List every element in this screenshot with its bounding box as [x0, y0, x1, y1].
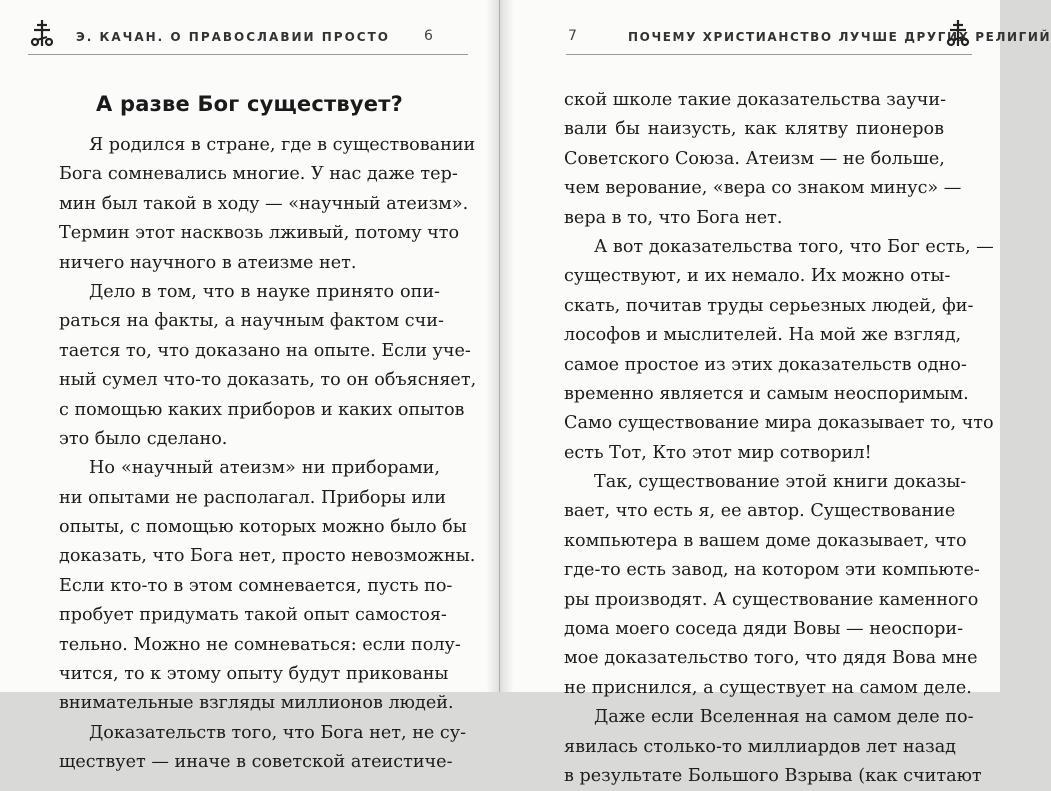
left-page	[0, 0, 500, 773]
text-line: вали бы наизусть, как клятву пионеров	[564, 119, 944, 140]
text-line: с помощью каких приборов и каких опытов	[59, 399, 465, 420]
text-line: Доказательств того, что Бога нет, не су-	[89, 722, 467, 743]
text-line: в результате Большого Взрыва (как считают	[564, 765, 982, 786]
text-line: ничего научного в атеизме нет.	[59, 252, 357, 273]
text-line: внимательные взгляды миллионов людей.	[59, 693, 454, 714]
running-head-text: Э. КАЧАН. О ПРАВОСЛАВИИ ПРОСТО	[76, 30, 390, 44]
text-line: Термин этот насквозь лживый, потому что	[59, 223, 460, 244]
text-line: явилась столько-то миллиардов лет назад	[564, 736, 957, 757]
text-line: компьютера в вашем доме доказывает, что	[564, 530, 967, 551]
text-line: не приснился, а существует на самом деле.	[564, 677, 972, 698]
header-rule	[566, 54, 972, 55]
text-line: доказать, что Бога нет, просто невозможны.	[59, 546, 476, 567]
text-line: Дело в том, что в науке принято опи-	[89, 281, 440, 302]
text-line: ный сумел что-то доказать, то он объясняет,	[59, 370, 477, 391]
text-line: чем верование, «вера со знаком минус» —	[564, 178, 962, 199]
text-line: Так, существование этой книги доказы-	[594, 472, 967, 493]
text-line: Но «научный атеизм» ни приборами,	[89, 458, 440, 479]
text-line: самое простое из этих доказательств одно-	[564, 354, 967, 375]
text-line: вера в то, что Бога нет.	[564, 207, 783, 228]
left-body-text	[59, 131, 477, 778]
text-line: ществует — иначе в советской атеистиче-	[59, 752, 453, 773]
right-page	[500, 0, 1051, 786]
text-line: Советского Союза. Атеизм — не больше,	[564, 148, 945, 169]
text-line: мое доказательство того, что дядя Вова мне	[564, 648, 978, 669]
text-line: вает, что есть я, ее автор. Существование	[564, 501, 956, 522]
text-line: Бога сомневались многие. У нас даже тер-	[59, 164, 458, 185]
text-line: ской школе такие доказательства заучи-	[564, 90, 947, 110]
text-line: скать, почитав труды серьезных людей, фи-	[564, 295, 974, 316]
chapter-heading: А разве Бог существует?	[96, 92, 403, 116]
text-line: есть Тот, Кто этот мир сотворил!	[564, 442, 872, 463]
right-running-head	[500, 26, 1051, 50]
text-line: тается то, что доказано на опыте. Если уче-	[59, 340, 471, 361]
page-number: 7	[568, 28, 577, 44]
text-line: ни опытами не располагал. Приборы или	[59, 487, 446, 508]
left-running-head	[0, 26, 499, 50]
text-line: тельно. Можно не сомневаться: если полу-	[59, 634, 461, 655]
text-line: А вот доказательства того, что Бог есть, —	[594, 236, 994, 257]
header-rule	[28, 54, 468, 55]
running-head-text: ПОЧЕМУ ХРИСТИАНСТВО ЛУЧШЕ ДРУГИХ РЕЛИГИЙ	[628, 30, 1051, 44]
text-line: Само существование мира доказывает то, что	[564, 413, 994, 434]
text-line: это было сделано.	[59, 428, 228, 449]
text-line: временно является и самым неоспоримым.	[564, 383, 969, 404]
text-line: чится, то к этому опыту будут прикованы	[59, 664, 449, 685]
text-line: существуют, и их немало. Их можно оты-	[564, 266, 951, 287]
text-line: Я родился в стране, где в существовании	[89, 135, 476, 155]
text-line: пробует придумать такой опыт самостоя-	[59, 605, 447, 626]
text-line: где-то есть завод, на котором эти компьюте-	[564, 560, 980, 581]
orthodox-cross-icon	[944, 18, 972, 48]
page-number: 6	[424, 28, 433, 44]
text-line: раться на факты, а научным фактом счи-	[59, 311, 444, 332]
text-line: Даже если Вселенная на самом деле по-	[594, 707, 974, 728]
text-line: Если кто-то в этом сомневается, пусть по-	[59, 575, 453, 596]
text-line: лософов и мыслителей. На мой же взгляд,	[564, 325, 962, 346]
text-line: опыты, с помощью которых можно было бы	[59, 517, 467, 538]
text-line: мин был такой в ходу — «научный атеизм».	[59, 193, 469, 214]
text-line: дома моего соседа дяди Вовы — неоспори-	[564, 619, 964, 640]
text-line: ры производят. А существование каменного	[564, 589, 979, 610]
right-body-text	[564, 86, 994, 791]
